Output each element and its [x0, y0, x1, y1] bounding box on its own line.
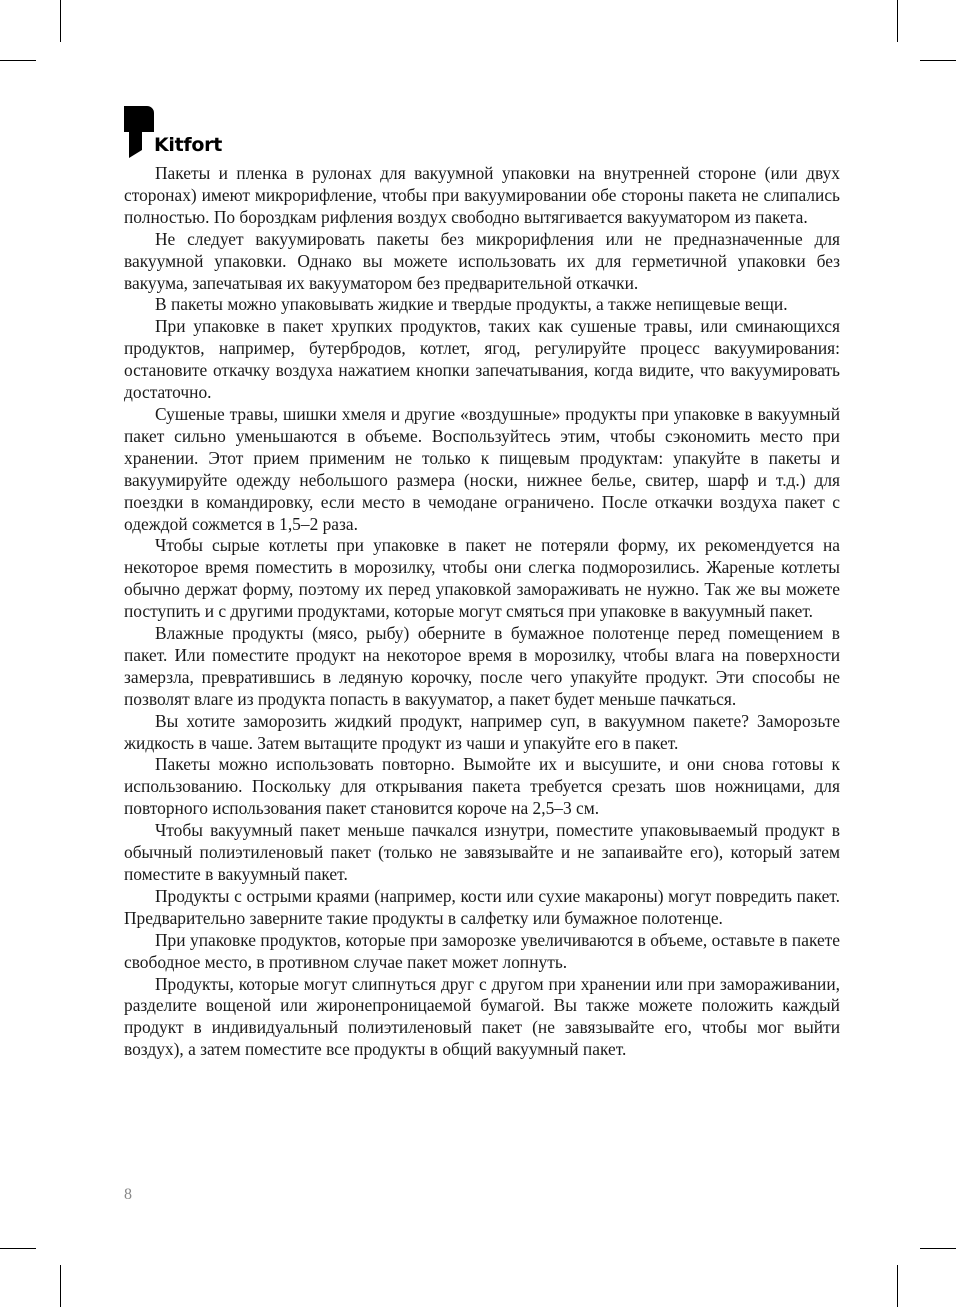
paragraph: Влажные продукты (мясо, рыбу) оберните в бумажное полотенце перед помещением в пакет. Или поместите продукт на некоторое время в морозилку, чтобы влага на поверхности замерзла, превратившись в ледяную корочку, после чего упакуйте продукт. Эти способы не позволят влаге из продукта попасть в вакууматор, а пакет будет меньше пачкаться. — [124, 623, 840, 709]
brand-logo — [124, 106, 324, 158]
instructions-body — [124, 163, 840, 1061]
crop-mark-bottom-right — [897, 1265, 898, 1307]
crop-mark-top-left — [60, 0, 61, 42]
paragraph: Продукты с острыми краями (например, кости или сухие макароны) могут повредить пакет. Предварительно заверните такие продукты в салфетку или бумажное полотенце. — [124, 885, 840, 928]
paragraph: При упаковке в пакет хрупких продуктов, таких как сушеные травы, или сминающихся продуктов, например, бутербродов, котлет, ягод, регулируйте процесс вакуумирования: остановите откачку воздуха нажатием кнопки запечатывания, когда видите, что вакуумировать достаточно. — [124, 316, 840, 403]
paragraph: Не следует вакуумировать пакеты без микрорифления или не предназначенные для вакуумной упаковки. Однако вы можете использовать их для герметичной упаковки без вакуума, запечатывая их вакууматором без предварительной откачки. — [124, 228, 840, 293]
brand-name: Kitfort — [154, 134, 222, 156]
crop-mark-right-top — [920, 60, 956, 61]
crop-mark-left-top — [0, 60, 36, 61]
paragraph: Чтобы сырые котлеты при упаковке в пакет не потеряли форму, их рекомендуется на некоторое время поместить в морозилку, чтобы они слегка подморозились. Жареные котлеты обычно держат форму, поэтому их перед упаковкой замораживать не нужно. Так же вы можете поступить и с другими продуктами, которые могут смяться при упаковке в вакуумный пакет. — [124, 535, 840, 622]
paragraph: Пакеты и пленка в рулонах для вакуумной упаковки на внутренней стороне (или двух сторонах) имеют микрорифление, чтобы при вакуумировании обе стороны пакета не слипались полностью. По бороздкам рифления воздух свободно вытягивается вакууматором из пакета. — [124, 163, 840, 227]
paragraph: Вы хотите заморозить жидкий продукт, например суп, в вакуумном пакете? Заморозьте жидкость в чаше. Затем вытащите продукт из чаши и упакуйте его в пакет. — [124, 710, 840, 753]
paragraph: В пакеты можно упаковывать жидкие и твердые продукты, а также непищевые вещи. — [155, 294, 788, 315]
page-number: 8 — [124, 1186, 132, 1203]
paragraph: При упаковке продуктов, которые при заморозке увеличиваются в объеме, оставьте в пакете свободное место, в противном случае пакет может лопнуть. — [124, 929, 840, 972]
kitfort-logo-icon — [124, 106, 154, 158]
paragraph: Чтобы вакуумный пакет меньше пачкался изнутри, поместите упаковываемый продукт в обычный полиэтиленовый пакет (только не завязывайте и не запаивайте его), который затем поместите в вакуумный пакет. — [124, 820, 840, 884]
crop-mark-top-right — [897, 0, 898, 42]
crop-mark-left-bottom — [0, 1248, 36, 1249]
crop-mark-right-bottom — [920, 1248, 956, 1249]
paragraph: Сушеные травы, шишки хмеля и другие «воздушные» продукты при упаковке в вакуумный пакет сильно уменьшаются в объеме. Воспользуйтесь этим, чтобы сэкономить место при хранении. Этот прием применим не только к пищевым продуктам: упакуйте в пакеты и вакуумируйте одежду небольшого размера (носки, нижнее белье, свитер, шарф и т.д.) для поездки в командировку, если место в чемодане ограничено. После откачки воздуха пакет с одеждой сожмется в 1,5–2 раза. — [124, 403, 840, 534]
paragraph: Пакеты можно использовать повторно. Вымойте их и высушите, и они снова готовы к использованию. Поскольку для открывания пакета требуется срезать шов ножницами, для повторного использования пакет становится короче на 2,5–3 см. — [124, 754, 840, 819]
crop-mark-bottom-left — [60, 1265, 61, 1307]
paragraph: Продукты, которые могут слипнуться друг с другом при хранении или при замораживании, разделите вощеной или жиронепроницаемой бумагой. Вы также можете положить каждый продукт в индивидуальный полиэтиленовый пакет (не завязывайте его, чтобы мог выйти воздух), а затем поместите все продукты в общий вакуумный пакет. — [124, 973, 840, 1060]
